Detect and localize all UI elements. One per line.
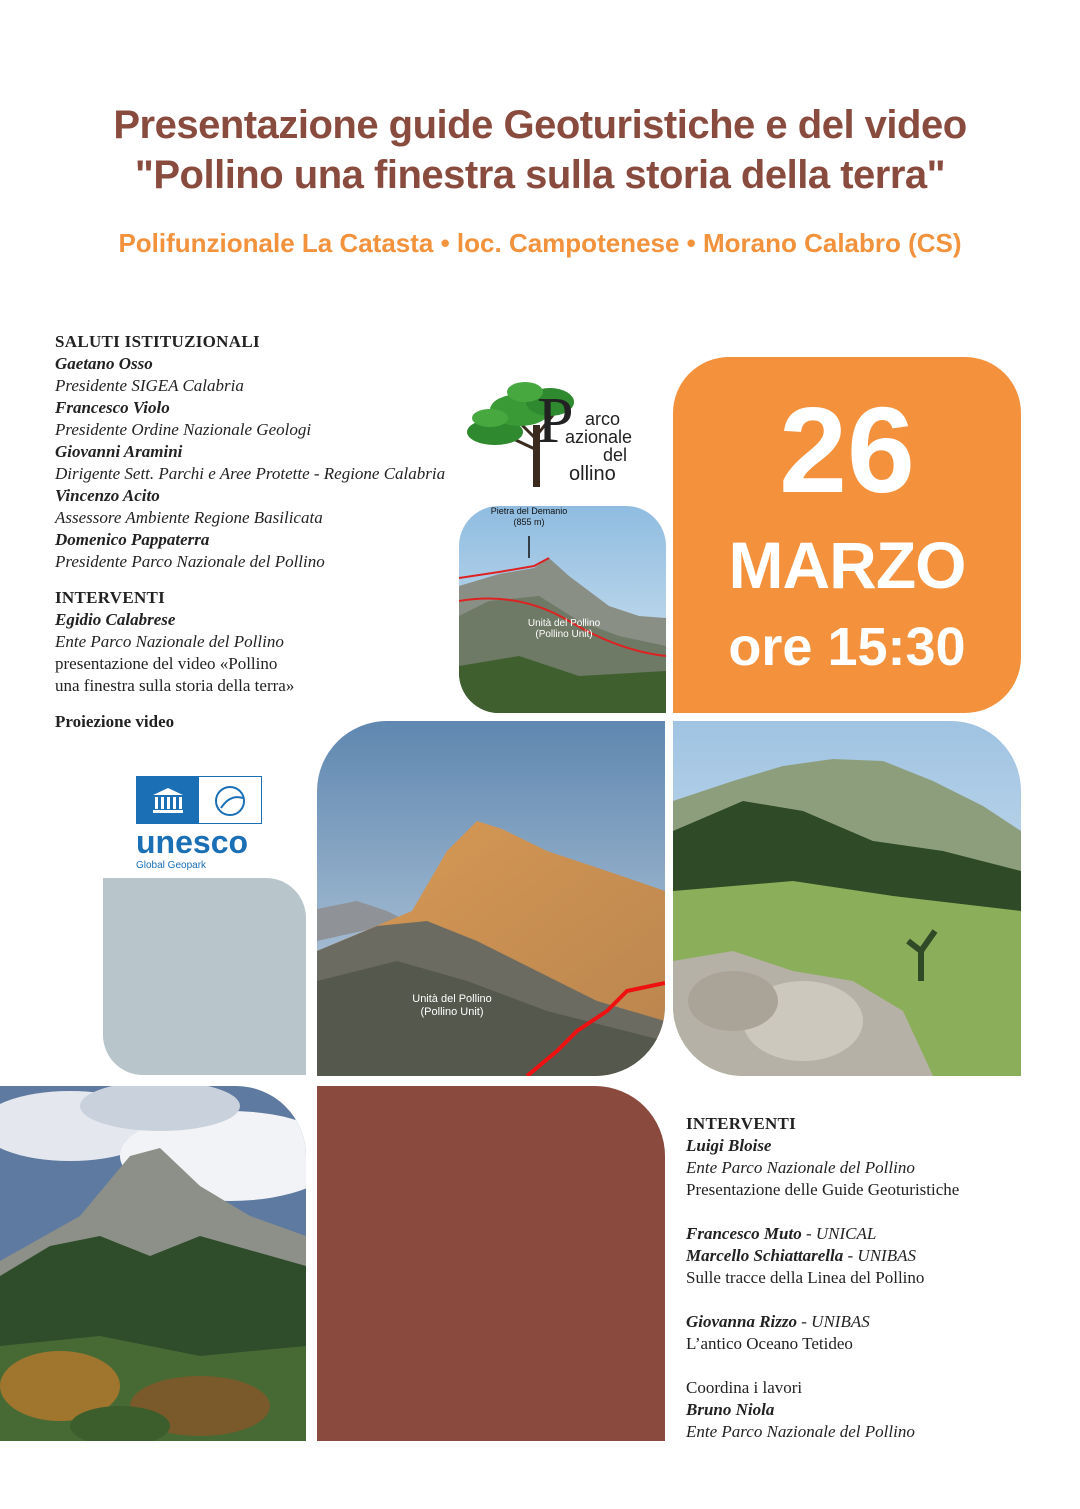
speaker-name: Giovanni Aramini [55,442,183,461]
speaker-name: Bruno Niola [686,1400,775,1419]
speaker-role: Ente Parco Nazionale del Pollino [55,632,284,651]
title-line-1: Presentazione guide Geoturistiche e del video [113,103,967,147]
decor-tile-grey [103,878,306,1075]
speaker-name: Francesco Muto [686,1224,802,1243]
speaker-affiliation: - UNIBAS [843,1246,916,1265]
unit-label: (Pollino Unit) [535,629,593,640]
venue: Polifunzionale La Catasta • loc. Campotenese • Morano Calabro (CS) [118,228,962,258]
speaker-name: Luigi Bloise [686,1136,772,1155]
talk-desc: Sulle tracce della Linea del Pollino [686,1268,925,1287]
photo-mountain-sunset [317,721,665,1076]
speaker-role: Presidente SIGEA Calabria [55,376,244,395]
park-logo-text: del [603,445,628,465]
coord-label: Coordina i lavori [686,1378,803,1397]
park-logo [465,380,665,490]
talk-desc: Presentazione delle Guide Geoturistiche [686,1180,960,1199]
title-line-2: "Pollino una finestra sulla storia della terra" [134,153,946,197]
temple-icon [151,787,185,813]
park-logo-text: arco [585,409,621,429]
talk-desc: una finestra sulla storia della terra» [55,676,295,695]
globe-icon [213,784,247,818]
demanio-label: (855 m) [513,517,545,527]
speaker-role: Dirigente Sett. Parchi e Aree Protette - Regione Calabria [55,464,446,483]
unesco-sub: Global Geopark [136,860,207,871]
decor-tile-brown [317,1086,665,1441]
unit-label: Unità del Pollino [527,618,601,629]
photo-forest-peak [0,1086,306,1441]
unesco-wordmark: unesco [136,824,249,860]
unit-label: (Pollino Unit) [420,1006,484,1018]
speaker-name: Vincenzo Acito [55,486,160,505]
date-box [673,357,1021,713]
speaker-name: Giovanna Rizzo [686,1312,797,1331]
interventi-heading: INTERVENTI [55,588,166,607]
demanio-label: Pietra del Demanio [490,506,568,516]
interventi-section-2 [686,1113,1066,1443]
proiezione-video: Proiezione video [55,712,175,731]
saluti-heading: SALUTI ISTITUZIONALI [55,332,260,351]
speaker-name: Marcello Schiattarella [686,1246,844,1265]
speaker-affiliation: - UNIBAS [797,1312,870,1331]
speaker-name: Gaetano Osso [55,354,153,373]
unesco-emblem [136,776,262,824]
unesco-logo [136,776,276,876]
speaker-role: Presidente Ordine Nazionale Geologi [55,420,312,439]
speaker-role: Presidente Parco Nazionale del Pollino [55,552,325,571]
interventi-heading: INTERVENTI [686,1114,797,1133]
unit-label: Unità del Pollino [412,993,492,1005]
saluti-section [55,331,525,733]
speaker-name: Egidio Calabrese [55,610,176,629]
speaker-role: Ente Parco Nazionale del Pollino [686,1422,915,1441]
park-logo-initial: P [537,384,574,457]
event-month: MARZO [728,528,966,602]
talk-desc: L’antico Oceano Tetideo [686,1334,853,1353]
speaker-role: Ente Parco Nazionale del Pollino [686,1158,915,1177]
talk-desc: presentazione del video «Pollino [55,654,278,673]
speaker-name: Francesco Violo [55,398,170,417]
event-time: ore 15:30 [728,617,966,677]
event-day: 26 [779,382,915,518]
photo-pietra-demanio [459,506,666,713]
speaker-role: Assessore Ambiente Regione Basilicata [55,508,323,527]
park-logo-text: azionale [565,427,633,447]
park-logo-text: ollino [569,463,616,485]
speaker-affiliation: - UNICAL [801,1224,877,1243]
speaker-name: Domenico Pappaterra [55,530,210,549]
photo-mountain-meadow [673,721,1021,1076]
